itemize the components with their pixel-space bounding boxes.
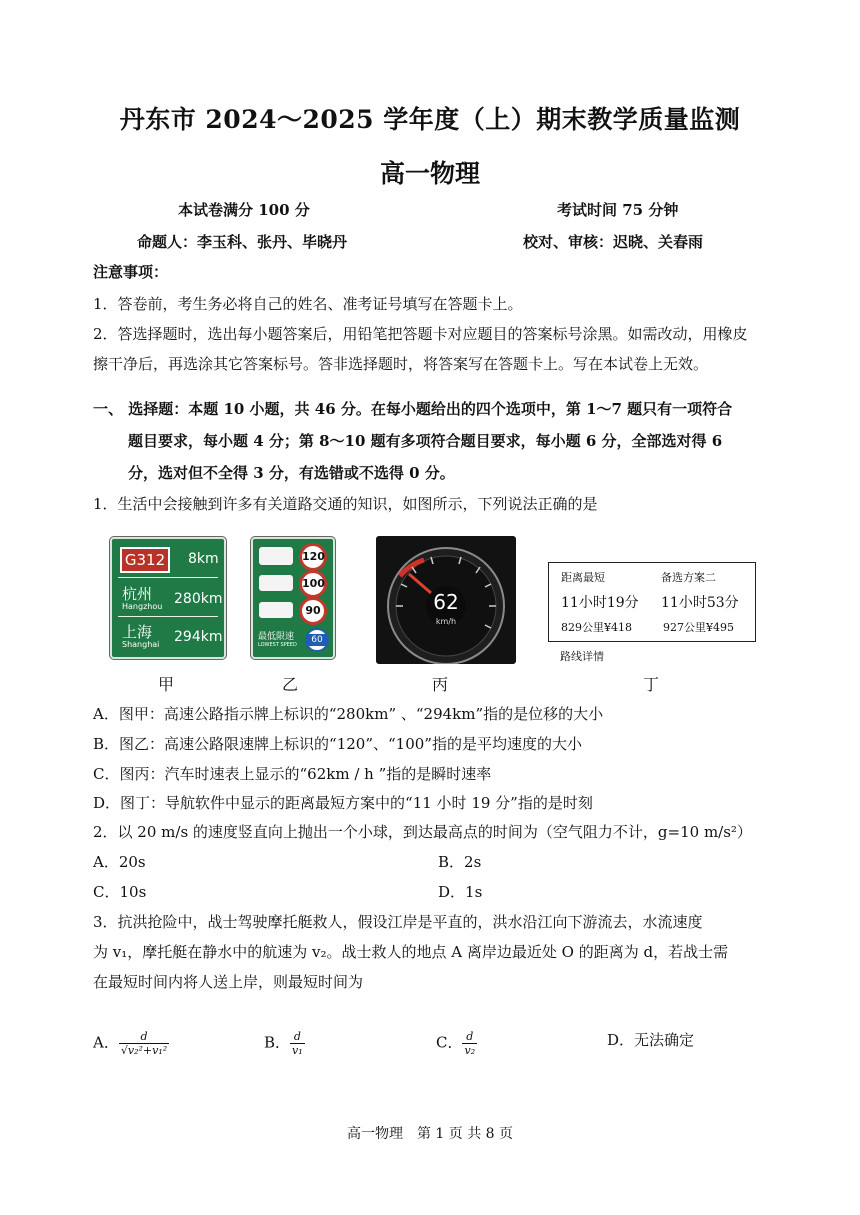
q3-option-c <box>436 1030 477 1057</box>
min-speed-disc <box>305 628 329 652</box>
speedometer-image <box>376 536 516 664</box>
full-score: 本试卷满分 100 分 <box>178 201 310 219</box>
q3-option-d: D．无法确定 <box>607 1031 695 1049</box>
notice-heading: 注意事项： <box>93 263 169 281</box>
speed-value: 62 <box>433 590 459 614</box>
nav-col2-cost: 927公里¥495 <box>663 621 734 634</box>
limit-90: 90 <box>299 597 327 625</box>
caption-jia: 甲 <box>158 675 175 694</box>
q2-option-d: D．1s <box>438 883 483 901</box>
sign-jia-image <box>110 537 226 659</box>
exam-title: 丹东市 2024～2025 学年度（上）期末教学质量监测 <box>119 105 741 134</box>
section-1-line-2: 题目要求，每小题 4 分；第 8～10 题有多项符合题目要求，每小题 6 分，全部选对得 6 <box>128 432 723 450</box>
nav-col1-cost: 829公里¥418 <box>561 621 632 634</box>
speed-unit: km/h <box>435 617 457 626</box>
q2-option-c: C．10s <box>93 883 147 901</box>
q3-option-a-label: A． <box>93 1033 119 1052</box>
q1-option-d: D．图丁：导航软件中显示的距离最短方案中的“11 小时 19 分”指的是时刻 <box>93 794 593 812</box>
notice-item-1: 1．答卷前，考生务必将自己的姓名、准考证号填写在答题卡上。 <box>93 295 523 313</box>
q3-option-b-num: d <box>290 1030 305 1044</box>
q1-option-b: B．图乙：高速公路限速牌上标识的“120”、“100”指的是平均速度的大小 <box>93 735 582 753</box>
q3-line-2: 为 v₁，摩托艇在静水中的航速为 v₂。战士救人的地点 A 离岸边最近处 O 的距离为 d，若战士需 <box>93 943 729 961</box>
q3-option-b-label: B． <box>264 1033 291 1052</box>
q3-option-c-label: C． <box>436 1033 463 1052</box>
min-speed-label-en: LOWEST SPEED <box>258 642 297 648</box>
authors: 命题人：李玉科、张丹、毕晓丹 <box>137 233 348 251</box>
q3-option-c-den: v₂ <box>464 1044 476 1057</box>
car-icon <box>259 547 293 565</box>
caption-ding: 丁 <box>643 675 660 694</box>
q3-option-a-fraction <box>119 1030 169 1057</box>
nav-col2-time: 11小时53分 <box>661 595 739 611</box>
q3-option-a-den: √v₂²+v₁² <box>120 1044 168 1057</box>
section-1-line-1: 一、 选择题：本题 10 小题，共 46 分。在每小题给出的四个选项中，第 1～7 题只有一项符合 <box>93 400 733 418</box>
city2-en: Shanghai <box>122 640 160 649</box>
nav-col1-head: 距离最短 <box>561 571 605 584</box>
q3-option-b-den: v₁ <box>292 1044 303 1057</box>
nav-panel-image <box>548 562 756 642</box>
route-km: 8km <box>188 551 219 567</box>
q3-line-3: 在最短时间内将人送上岸，则最短时间为 <box>93 973 364 991</box>
caption-bing: 丙 <box>432 675 449 694</box>
city1-km: 280km <box>174 591 223 607</box>
city1-en: Hangzhou <box>122 602 163 611</box>
q2-stem: 2．以 20 m/s 的速度竖直向上抛出一个小球，到达最高点的时间为（空气阻力不计，g=10 m/s²） <box>93 823 752 841</box>
page-footer: 高一物理 第 1 页 共 8 页 <box>346 1126 514 1142</box>
q3-line-1: 3．抗洪抢险中，战士驾驶摩托艇救人，假设江岸是平直的，洪水沿江向下游流去，水流速度 <box>93 913 703 931</box>
min-speed-label: 最低限速 <box>258 632 295 642</box>
bus-icon <box>259 575 293 591</box>
sign-yi-image <box>251 537 335 659</box>
exam-time: 考试时间 75 分钟 <box>557 201 679 219</box>
q3-option-a-num: d <box>119 1030 169 1044</box>
notice-item-2-line-2: 擦干净后，再选涂其它答案标号。答非选择题时，将答案写在答题卡上。写在本试卷上无效。 <box>93 355 709 373</box>
q1-option-c: C．图丙：汽车时速表上显示的“62km / h ”指的是瞬时速率 <box>93 765 492 783</box>
q3-option-c-fraction <box>462 1030 477 1057</box>
nav-route-detail: 路线详情 <box>560 650 604 663</box>
section-1-line-3: 分，选对但不全得 3 分，有选错或不选得 0 分。 <box>128 464 455 482</box>
q3-option-c-num: d <box>462 1030 477 1044</box>
city2-name: 上海 <box>122 623 153 641</box>
caption-yi: 乙 <box>282 675 299 694</box>
q1-option-a: A．图甲：高速公路指示牌上标识的“280km” 、“294km”指的是位移的大小 <box>93 705 604 723</box>
city1-name: 杭州 <box>122 585 153 603</box>
q1-stem: 1．生活中会接触到许多有关道路交通的知识，如图所示，下列说法正确的是 <box>93 495 598 513</box>
q2-option-a: A．20s <box>93 853 146 871</box>
city2-km: 294km <box>174 629 223 645</box>
notice-item-2-line-1: 2．答选择题时，选出每小题答案后，用铅笔把答题卡对应题目的答案标号涂黑。如需改动，用橡皮 <box>93 325 748 343</box>
q3-option-b-fraction <box>290 1030 305 1057</box>
truck-icon <box>259 602 293 618</box>
q2-option-b: B．2s <box>438 853 482 871</box>
route-badge: G312 <box>120 547 170 573</box>
q3-option-b <box>264 1030 305 1057</box>
nav-col2-head: 备选方案二 <box>661 571 716 584</box>
sign-divider <box>118 577 218 578</box>
sign-divider <box>118 616 218 617</box>
min-speed-value: 60 <box>307 634 327 646</box>
reviewers: 校对、审核：迟晓、关春雨 <box>523 233 704 251</box>
limit-120: 120 <box>299 543 327 571</box>
nav-col1-time: 11小时19分 <box>561 595 639 611</box>
subject-title: 高一物理 <box>379 159 480 188</box>
q3-option-a <box>93 1030 169 1057</box>
limit-100: 100 <box>299 570 327 598</box>
